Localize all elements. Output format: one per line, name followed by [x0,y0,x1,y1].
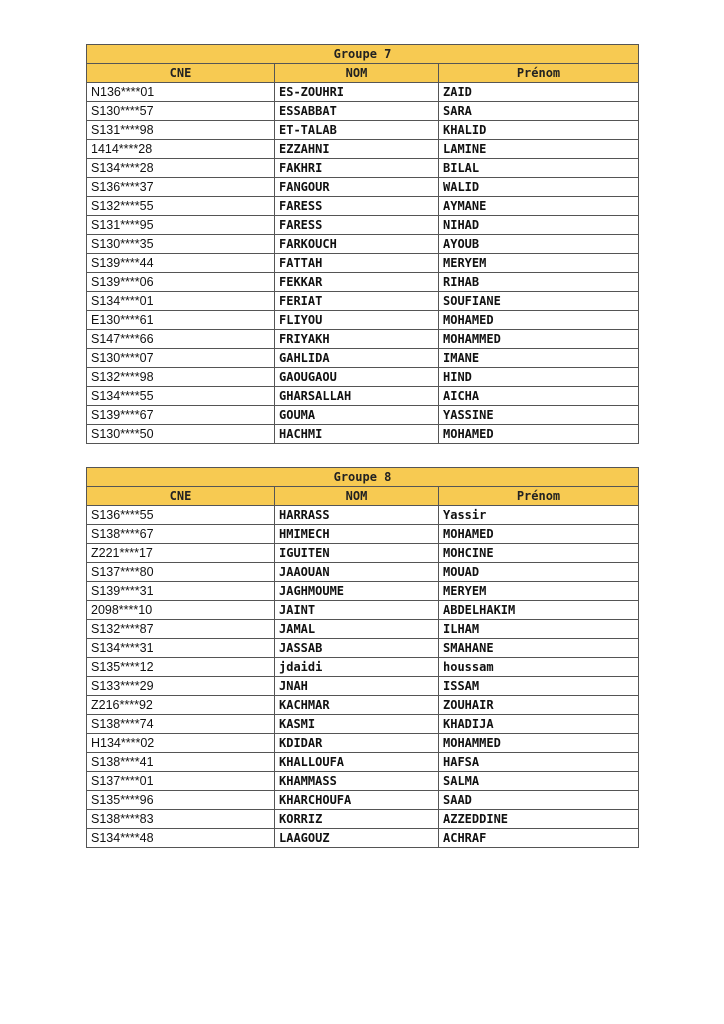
column-header-nom: NOM [275,487,439,506]
table-row [87,197,639,216]
table-row [87,273,639,292]
table-row [87,810,639,829]
table-row [87,753,639,772]
column-header-nom: NOM [275,64,439,83]
nom-cell: JAGHMOUME [275,582,439,601]
nom-cell: JASSAB [275,639,439,658]
cne-cell: S137****01 [87,772,275,791]
nom-cell: GOUMA [275,406,439,425]
table-row [87,159,639,178]
nom-cell: FARESS [275,197,439,216]
cne-cell: S131****98 [87,121,275,140]
nom-cell: FEKKAR [275,273,439,292]
table-row [87,677,639,696]
group-title: Groupe 7 [87,45,639,64]
cne-cell: S137****80 [87,563,275,582]
prenom-cell: IMANE [439,349,639,368]
table-row [87,601,639,620]
prenom-cell: MOHCINE [439,544,639,563]
prenom-cell: MOHAMED [439,311,639,330]
prenom-cell: AYMANE [439,197,639,216]
nom-cell: FLIYOU [275,311,439,330]
table-row [87,639,639,658]
prenom-cell: LAMINE [439,140,639,159]
table-row [87,658,639,677]
nom-cell: JAMAL [275,620,439,639]
nom-cell: LAAGOUZ [275,829,439,848]
prenom-cell: MOHAMMED [439,330,639,349]
table-row [87,121,639,140]
table-row [87,506,639,525]
prenom-cell: ZAID [439,83,639,102]
cne-cell: S130****35 [87,235,275,254]
prenom-cell: houssam [439,658,639,677]
cne-cell: S138****83 [87,810,275,829]
table-row [87,829,639,848]
nom-cell: KACHMAR [275,696,439,715]
cne-cell: S138****41 [87,753,275,772]
nom-cell: FRIYAKH [275,330,439,349]
cne-cell: S135****96 [87,791,275,810]
prenom-cell: MERYEM [439,254,639,273]
column-header-prenom: Prénom [439,487,639,506]
prenom-cell: MOHAMED [439,425,639,444]
prenom-cell: SOUFIANE [439,292,639,311]
nom-cell: KASMI [275,715,439,734]
table-row [87,406,639,425]
column-header-prenom: Prénom [439,64,639,83]
prenom-cell: ZOUHAIR [439,696,639,715]
cne-cell: S136****55 [87,506,275,525]
cne-cell: Z221****17 [87,544,275,563]
nom-cell: FATTAH [275,254,439,273]
nom-cell: FANGOUR [275,178,439,197]
cne-cell: S130****57 [87,102,275,121]
column-header-cne: CNE [87,487,275,506]
nom-cell: ET-TALAB [275,121,439,140]
prenom-cell: BILAL [439,159,639,178]
nom-cell: HARRASS [275,506,439,525]
nom-cell: FARESS [275,216,439,235]
nom-cell: IGUITEN [275,544,439,563]
group-title: Groupe 8 [87,468,639,487]
table-row [87,292,639,311]
prenom-cell: ACHRAF [439,829,639,848]
cne-cell: Z216****92 [87,696,275,715]
prenom-cell: SARA [439,102,639,121]
table-row [87,563,639,582]
nom-cell: KDIDAR [275,734,439,753]
prenom-cell: SMAHANE [439,639,639,658]
cne-cell: S138****74 [87,715,275,734]
nom-cell: EZZAHNI [275,140,439,159]
prenom-cell: ABDELHAKIM [439,601,639,620]
prenom-cell: MOUAD [439,563,639,582]
table-row [87,235,639,254]
table-row [87,387,639,406]
prenom-cell: KHALID [439,121,639,140]
cne-cell: S134****31 [87,639,275,658]
table-row [87,254,639,273]
prenom-cell: AZZEDDINE [439,810,639,829]
prenom-cell: AICHA [439,387,639,406]
nom-cell: FARKOUCH [275,235,439,254]
nom-cell: ESSABBAT [275,102,439,121]
prenom-cell: RIHAB [439,273,639,292]
table-row [87,216,639,235]
cne-cell: S131****95 [87,216,275,235]
table-row [87,620,639,639]
nom-cell: jdaidi [275,658,439,677]
cne-cell: S134****48 [87,829,275,848]
cne-cell: S136****37 [87,178,275,197]
cne-cell: S139****67 [87,406,275,425]
table-row [87,140,639,159]
table-row [87,696,639,715]
nom-cell: JNAH [275,677,439,696]
nom-cell: FAKHRI [275,159,439,178]
prenom-cell: HAFSA [439,753,639,772]
cne-cell: 1414****28 [87,140,275,159]
table-row [87,368,639,387]
cne-cell: E130****61 [87,311,275,330]
table-row [87,525,639,544]
prenom-cell: Yassir [439,506,639,525]
prenom-cell: MOHAMED [439,525,639,544]
cne-cell: S133****29 [87,677,275,696]
prenom-cell: ILHAM [439,620,639,639]
cne-cell: S134****01 [87,292,275,311]
table-row [87,425,639,444]
table-row [87,791,639,810]
table-row [87,311,639,330]
cne-cell: S132****55 [87,197,275,216]
nom-cell: HMIMECH [275,525,439,544]
prenom-cell: YASSINE [439,406,639,425]
nom-cell: KORRIZ [275,810,439,829]
prenom-cell: MOHAMMED [439,734,639,753]
nom-cell: GAOUGAOU [275,368,439,387]
cne-cell: S139****44 [87,254,275,273]
cne-cell: S134****28 [87,159,275,178]
nom-cell: GAHLIDA [275,349,439,368]
cne-cell: S130****07 [87,349,275,368]
cne-cell: S134****55 [87,387,275,406]
nom-cell: ES-ZOUHRI [275,83,439,102]
table-row [87,734,639,753]
prenom-cell: ISSAM [439,677,639,696]
prenom-cell: SALMA [439,772,639,791]
cne-cell: S132****87 [87,620,275,639]
table-row [87,715,639,734]
cne-cell: S130****50 [87,425,275,444]
groupe-7-table [86,44,639,444]
nom-cell: KHARCHOUFA [275,791,439,810]
cne-cell: N136****01 [87,83,275,102]
nom-cell: FERIAT [275,292,439,311]
table-row [87,349,639,368]
cne-cell: H134****02 [87,734,275,753]
cne-cell: S139****06 [87,273,275,292]
cne-cell: S139****31 [87,582,275,601]
table-row [87,330,639,349]
column-header-cne: CNE [87,64,275,83]
nom-cell: KHALLOUFA [275,753,439,772]
table-row [87,582,639,601]
nom-cell: HACHMI [275,425,439,444]
cne-cell: S147****66 [87,330,275,349]
nom-cell: JAAOUAN [275,563,439,582]
prenom-cell: HIND [439,368,639,387]
nom-cell: JAINT [275,601,439,620]
prenom-cell: MERYEM [439,582,639,601]
prenom-cell: KHADIJA [439,715,639,734]
table-row [87,83,639,102]
cne-cell: S135****12 [87,658,275,677]
prenom-cell: NIHAD [439,216,639,235]
nom-cell: KHAMMASS [275,772,439,791]
cne-cell: 2098****10 [87,601,275,620]
nom-cell: GHARSALLAH [275,387,439,406]
table-row [87,544,639,563]
cne-cell: S138****67 [87,525,275,544]
prenom-cell: AYOUB [439,235,639,254]
groupe-8-table [86,467,639,848]
cne-cell: S132****98 [87,368,275,387]
table-row [87,772,639,791]
table-row [87,102,639,121]
prenom-cell: WALID [439,178,639,197]
table-row [87,178,639,197]
prenom-cell: SAAD [439,791,639,810]
